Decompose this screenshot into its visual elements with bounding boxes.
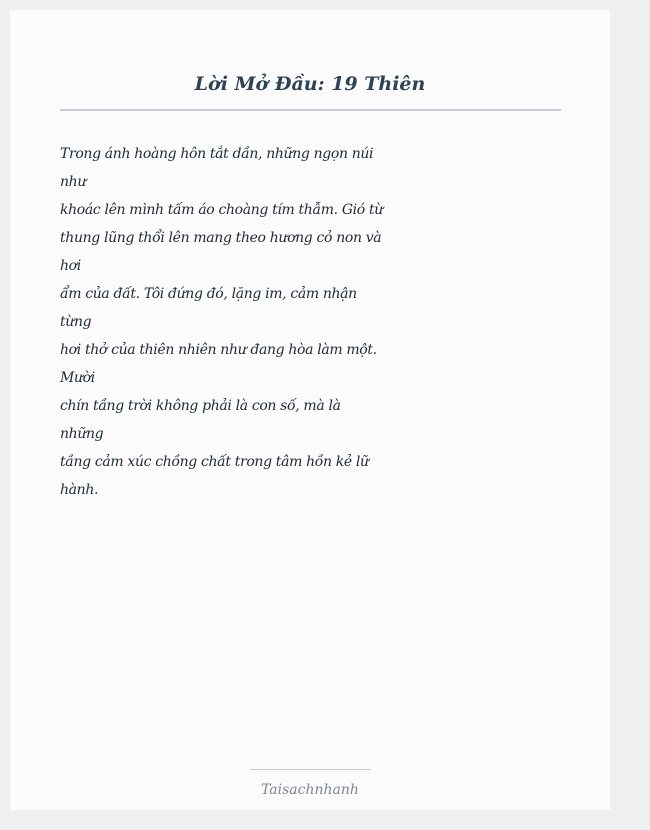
- text-line: khoác lên mình tấm áo choàng tím thẫm. Gió từ: [60, 202, 383, 218]
- text-line: Mười: [60, 370, 95, 386]
- text-line: những: [60, 426, 104, 442]
- text-line: Trong ánh hoàng hôn tắt dần, những ngọn núi: [60, 146, 374, 162]
- text-line: từng: [60, 314, 92, 330]
- document-page: [10, 10, 610, 810]
- text-line: hơi thở của thiên nhiên như đang hòa làm một.: [60, 342, 377, 358]
- title-divider: [60, 109, 561, 111]
- body-text: [60, 140, 383, 504]
- text-line: chín tầng trời không phải là con số, mà là: [60, 398, 341, 414]
- text-line: như: [60, 174, 86, 190]
- text-line: tầng cảm xúc chồng chất trong tâm hồn kẻ lữ: [60, 454, 369, 470]
- footer-divider: [250, 769, 371, 770]
- text-line: ẩm của đất. Tôi đứng đó, lặng im, cảm nhận: [60, 286, 357, 302]
- footer-text: Taisachnhanh: [261, 782, 359, 798]
- text-line: hơi: [60, 258, 81, 274]
- text-line: hành.: [60, 482, 99, 498]
- text-line: thung lũng thổi lên mang theo hương cỏ non và: [60, 230, 382, 246]
- page-title: Lời Mở Đầu: 19 Thiên: [194, 73, 426, 95]
